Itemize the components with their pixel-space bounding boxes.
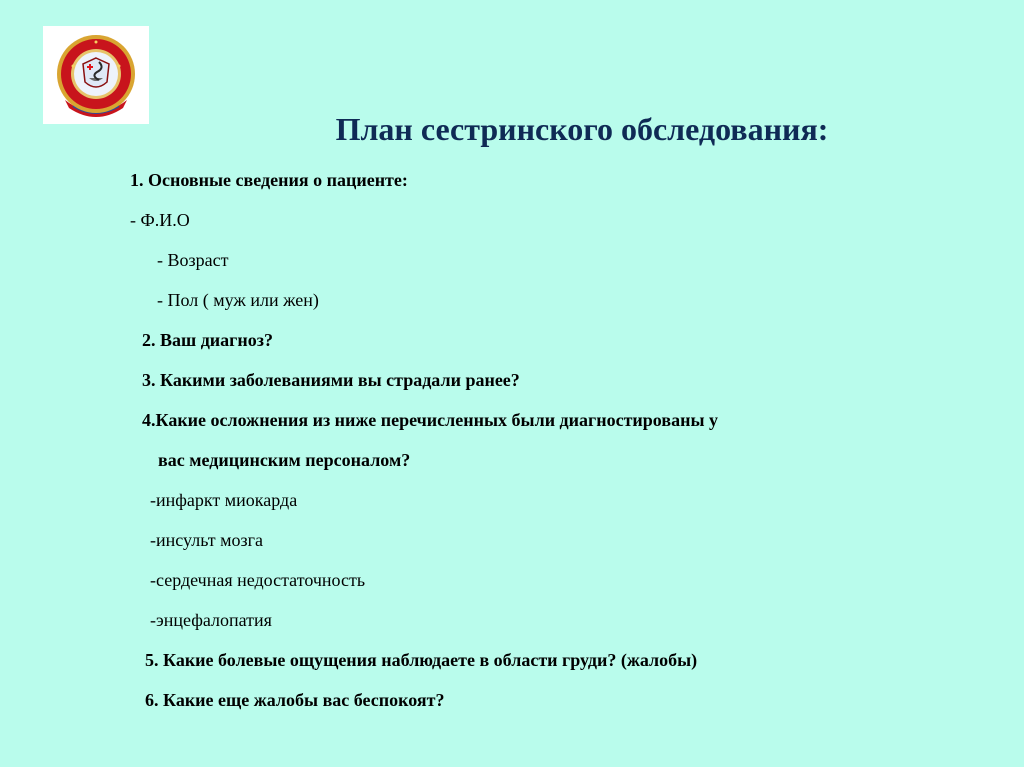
item-complications-cont: вас медицинским персоналом?	[158, 450, 411, 470]
item-other-complaints: 6. Какие еще жалобы вас беспокоят?	[145, 690, 445, 710]
item-complications: 4.Какие осложнения из ниже перечисленных были диагностированы у	[142, 410, 718, 430]
item-myocardial-infarction: -инфаркт миокарда	[150, 490, 298, 510]
item-stroke: -инсульт мозга	[150, 530, 263, 550]
item-age: - Возраст	[157, 250, 229, 270]
item-sex: - Пол ( муж или жен)	[157, 290, 319, 310]
item-past-diseases: 3. Какими заболеваниями вы страдали ранее?	[142, 370, 520, 390]
item-encephalopathy: -энцефалопатия	[150, 610, 272, 630]
item-name: - Ф.И.О	[130, 210, 190, 230]
item-diagnosis: 2. Ваш диагноз?	[142, 330, 273, 350]
item-chest-pain: 5. Какие болевые ощущения наблюдаете в области груди? (жалобы)	[145, 650, 698, 670]
slide-title: План сестринского обследования:	[335, 111, 829, 147]
item-heart-failure: -сердечная недостаточность	[150, 570, 366, 590]
item-basic-info: 1. Основные сведения о пациенте:	[130, 170, 408, 190]
